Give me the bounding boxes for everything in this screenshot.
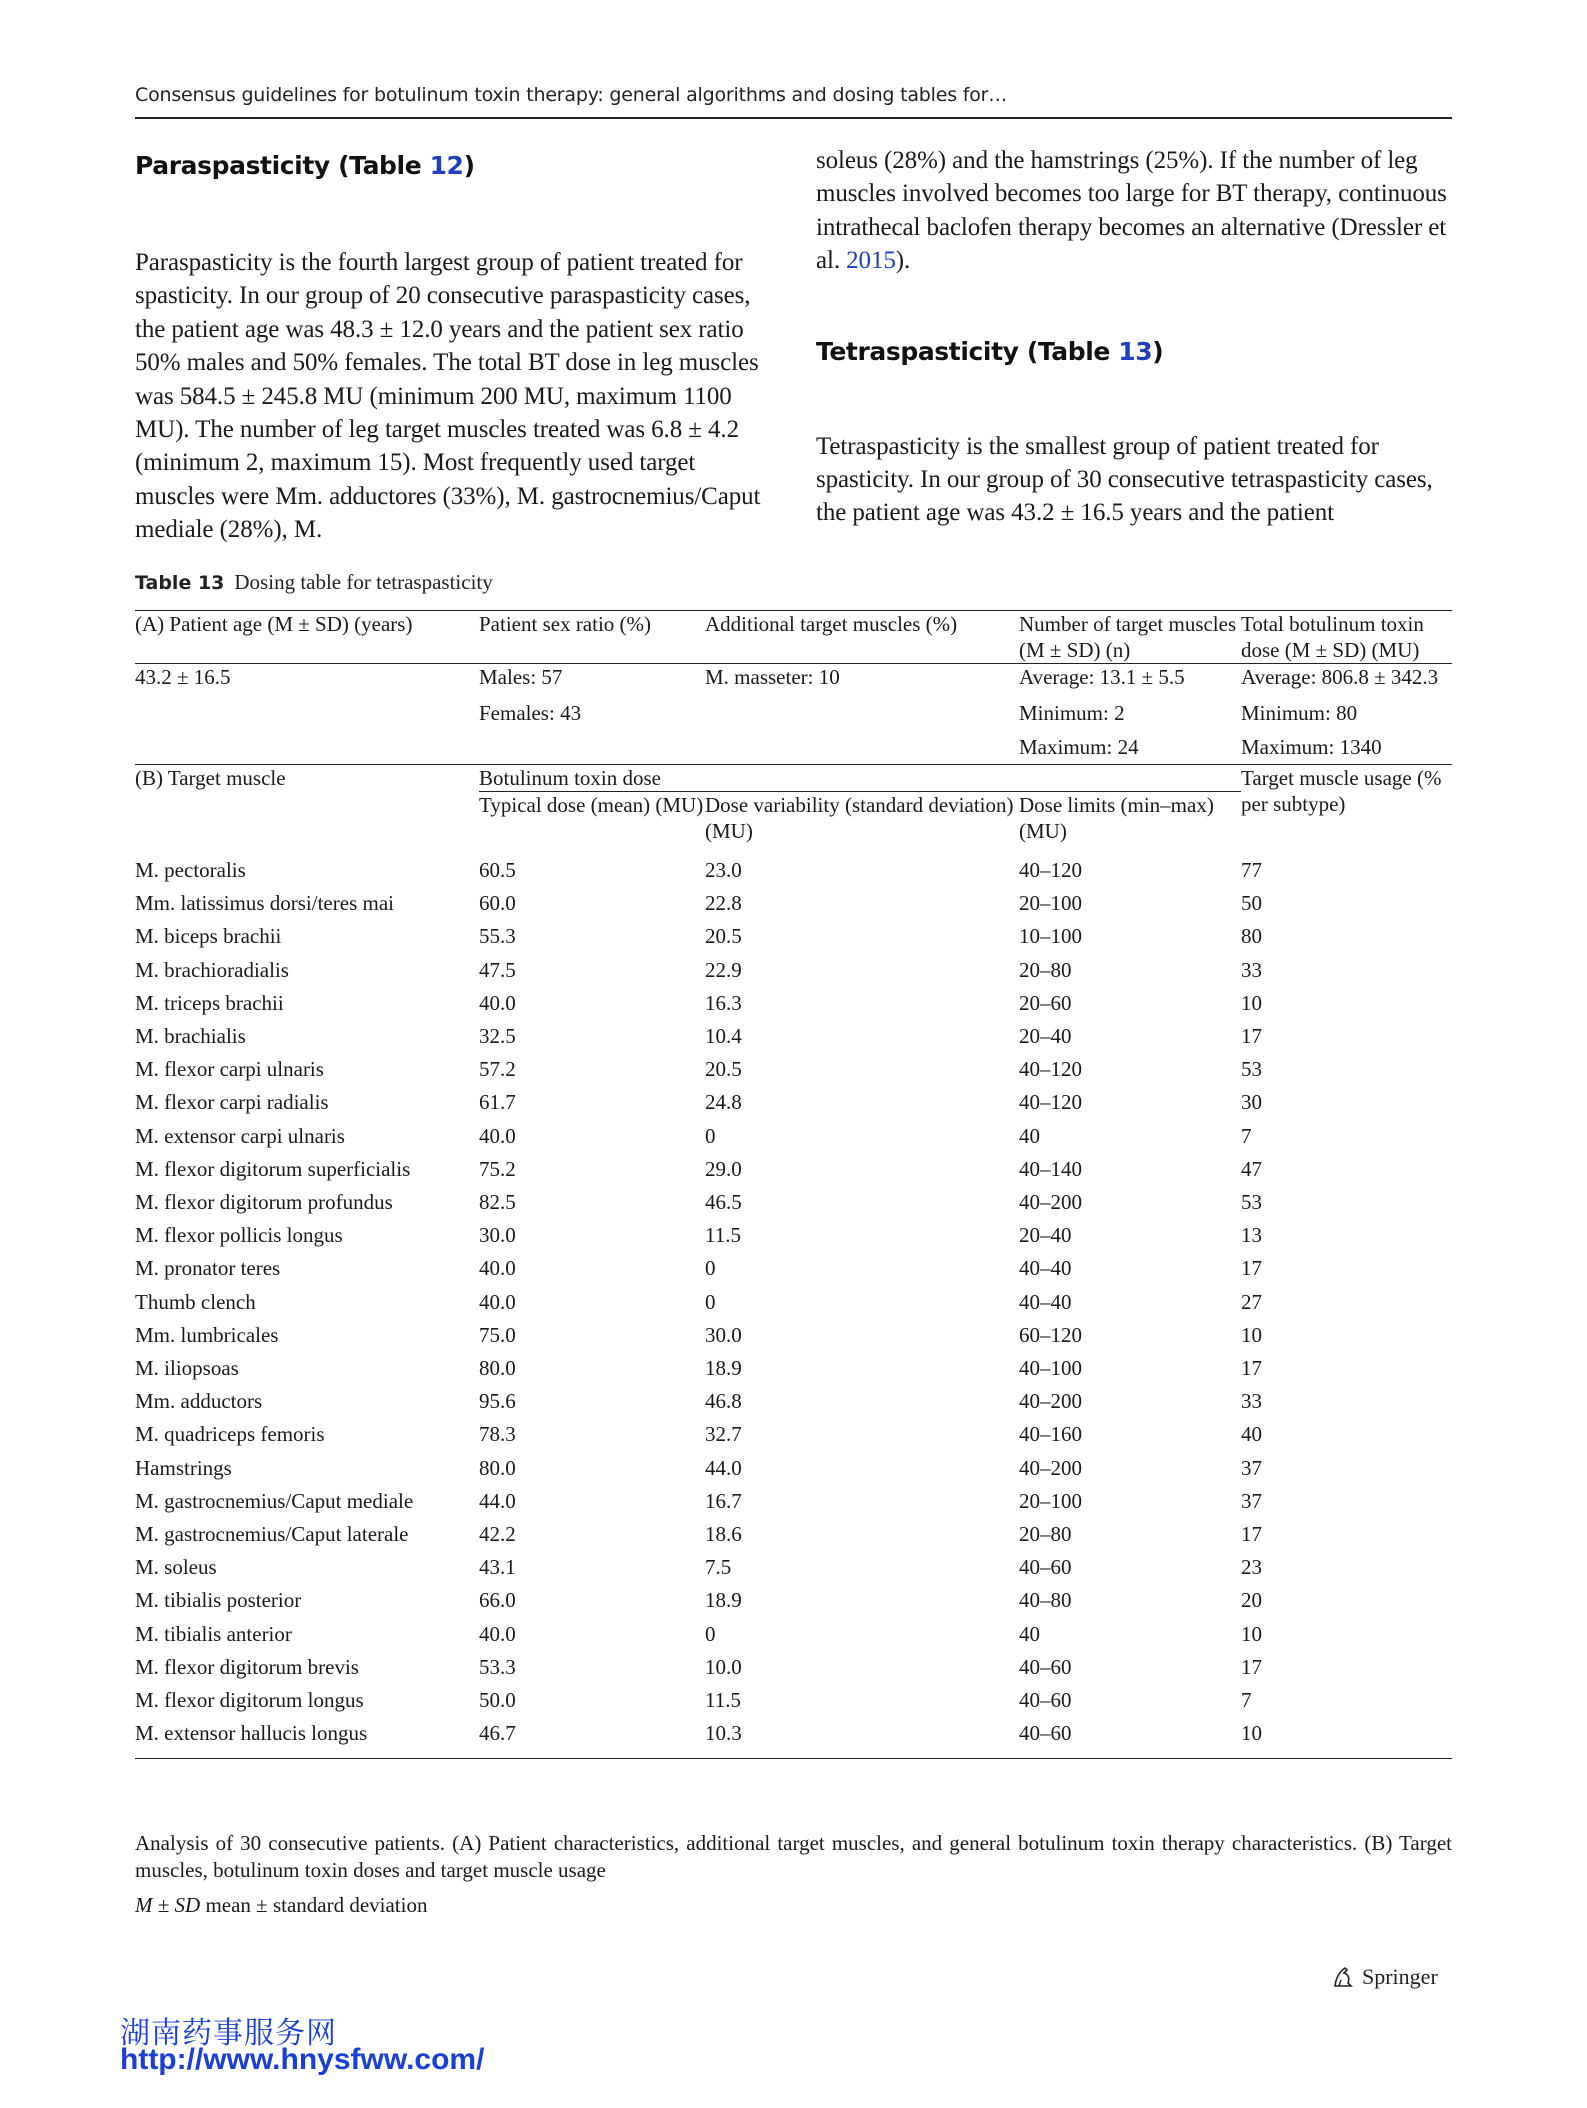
table-caption-text: Dosing table for tetraspasticity [234, 570, 493, 594]
dose-variability: 23.0 [705, 858, 742, 882]
typical-dose: 44.0 [479, 1488, 516, 1513]
section-b-header-row [135, 765, 1452, 792]
dose-limits: 20–80 [1019, 957, 1072, 982]
muscle-name: Mm. adductors [135, 1389, 263, 1414]
muscle-usage: 17 [1241, 1024, 1262, 1049]
typical-dose: 42.2 [479, 1522, 516, 1547]
table-row [135, 1551, 1452, 1584]
running-head: Consensus guidelines for botulinum toxin therapy: general algorithms and dosing tables for… [135, 84, 1008, 106]
left-column [135, 144, 771, 547]
dose-limits: 20–100 [1019, 1488, 1082, 1513]
dose-variability: 10.0 [705, 1654, 742, 1679]
typical-dose: 82.5 [479, 1190, 516, 1215]
dose-limits: 40–120 [1019, 858, 1082, 882]
table-row [135, 1717, 1452, 1759]
table-row [135, 1385, 1452, 1418]
muscle-name: M. flexor pollicis longus [135, 1223, 343, 1248]
table-row [135, 1252, 1452, 1285]
dose-variability: 16.3 [705, 990, 742, 1015]
value-number-average: Average: 13.1 ± 5.5 [1019, 665, 1185, 689]
muscle-usage: 7 [1241, 1123, 1252, 1148]
dose-limits: 10–100 [1019, 924, 1082, 949]
dose-variability: 29.0 [705, 1156, 742, 1181]
dose-limits: 40–140 [1019, 1156, 1082, 1181]
dose-limits: 40–120 [1019, 1057, 1082, 1082]
table-caption [135, 570, 493, 595]
table-footnote: Analysis of 30 consecutive patients. (A) Patient characteristics, additional target muscles, and general botulinum toxin therapy characteristics. (B) Target muscles, botulinum toxin doses and target muscle usage [135, 1831, 1452, 1882]
muscle-usage: 77 [1241, 858, 1262, 882]
header-number-targets: Number of target muscles (M ± SD) (n) [1019, 611, 1241, 664]
typical-dose: 75.0 [479, 1322, 516, 1347]
dose-limits: 40–120 [1019, 1090, 1082, 1115]
dose-limits: 20–100 [1019, 891, 1082, 916]
dose-limits: 40–60 [1019, 1555, 1072, 1580]
muscle-name: M. gastrocnemius/Caput mediale [135, 1488, 414, 1513]
muscle-usage: 53 [1241, 1057, 1262, 1082]
muscle-usage: 17 [1241, 1654, 1262, 1679]
typical-dose: 55.3 [479, 924, 516, 949]
dose-limits: 20–40 [1019, 1024, 1072, 1049]
table-row [135, 954, 1452, 987]
value-males: Males: 57 [479, 665, 563, 689]
table-row [135, 1219, 1452, 1252]
dose-limits: 40 [1019, 1621, 1040, 1646]
muscle-name: M. iliopsoas [135, 1356, 239, 1381]
table-row [135, 1086, 1452, 1119]
table-row [135, 1053, 1452, 1086]
dose-variability: 0 [705, 1621, 716, 1646]
dose-variability: 18.9 [705, 1588, 742, 1613]
dose-variability: 0 [705, 1256, 716, 1281]
dose-variability: 30.0 [705, 1322, 742, 1347]
typical-dose: 46.7 [479, 1717, 705, 1759]
typical-dose: 80.0 [479, 1455, 516, 1480]
value-number-minimum: Minimum: 2 [1019, 701, 1125, 725]
dose-variability: 22.8 [705, 891, 742, 916]
muscle-name: M. flexor digitorum brevis [135, 1654, 359, 1679]
dose-variability: 11.5 [705, 1688, 741, 1713]
muscle-name: M. extensor carpi ulnaris [135, 1123, 345, 1148]
muscle-name: M. pronator teres [135, 1256, 281, 1281]
muscle-usage: 33 [1241, 957, 1262, 982]
muscle-name: Mm. latissimus dorsi/teres mai [135, 891, 394, 916]
header-typical-dose: Typical dose (mean) (MU) [479, 792, 705, 845]
muscle-usage: 53 [1241, 1190, 1262, 1215]
tetraspasticity-paragraph: Tetraspasticity is the smallest group of patient treated for spasticity. In our group of 30 consecutive tetraspasticity cases, the patient age was 43.2 ± 16.5 years and the patient [816, 432, 1433, 527]
muscle-usage: 10 [1241, 1322, 1262, 1347]
intrathecal-paragraph: soleus (28%) and the hamstrings (25%). If the number of leg muscles involved becomes too large for BT therapy, continuous intrathecal baclofen therapy becomes an alternative (Dressler et al. 2015). [816, 147, 1447, 275]
dose-limits: 40–60 [1019, 1717, 1241, 1759]
muscle-usage: 30 [1241, 1090, 1262, 1115]
dose-limits: 40–80 [1019, 1588, 1072, 1613]
dose-variability: 18.9 [705, 1356, 742, 1381]
header-botulinum-dose-group: Botulinum toxin dose [479, 765, 1241, 792]
dose-limits: 40–40 [1019, 1289, 1072, 1314]
value-females: Females: 43 [479, 701, 582, 725]
dosing-table [135, 610, 1452, 1759]
section-a-header-row [135, 611, 1452, 664]
typical-dose: 60.5 [479, 858, 516, 882]
dose-limits: 20–40 [1019, 1223, 1072, 1248]
typical-dose: 61.7 [479, 1090, 516, 1115]
table-row [135, 1352, 1452, 1385]
muscle-name: M. pectoralis [135, 858, 246, 882]
muscle-name: Thumb clench [135, 1289, 256, 1314]
watermark-url[interactable]: http://www.hnysfww.com/ [120, 2043, 485, 2076]
dose-variability: 46.8 [705, 1389, 742, 1414]
muscle-usage: 10 [1241, 990, 1262, 1015]
springer-wordmark: Springer [1362, 1964, 1438, 1989]
header-dose-limits: Dose limits (min–max) (MU) [1019, 792, 1241, 845]
dose-limits: 40–160 [1019, 1422, 1082, 1447]
table-row [135, 1452, 1452, 1485]
muscle-name: M. tibialis posterior [135, 1588, 302, 1613]
table-13-link[interactable]: 13 [1118, 336, 1153, 366]
dose-variability: 20.5 [705, 924, 742, 949]
dose-limits: 40–60 [1019, 1688, 1072, 1713]
muscle-name: M. flexor digitorum profundus [135, 1190, 393, 1215]
header-target-muscle: (B) Target muscle [135, 765, 479, 845]
dose-limits: 40–60 [1019, 1654, 1072, 1679]
table-row [135, 987, 1452, 1020]
dose-limits: 40 [1019, 1123, 1040, 1148]
muscle-usage: 50 [1241, 891, 1262, 916]
typical-dose: 57.2 [479, 1057, 516, 1082]
table-row [135, 1153, 1452, 1186]
typical-dose: 47.5 [479, 957, 516, 982]
muscle-usage: 37 [1241, 1455, 1262, 1480]
dose-variability: 16.7 [705, 1488, 742, 1513]
value-number-maximum: Maximum: 24 [1019, 734, 1139, 759]
typical-dose: 40.0 [479, 1289, 516, 1314]
header-sex-ratio: Patient sex ratio (%) [479, 611, 705, 664]
table-row [135, 1518, 1452, 1551]
muscle-name: M. quadriceps femoris [135, 1422, 325, 1447]
typical-dose: 75.2 [479, 1156, 516, 1181]
dose-variability: 22.9 [705, 957, 742, 982]
section-a-values-row [135, 664, 1452, 765]
dose-limits: 40–200 [1019, 1389, 1082, 1414]
muscle-usage: 10 [1241, 1621, 1262, 1646]
typical-dose: 40.0 [479, 1123, 516, 1148]
typical-dose: 43.1 [479, 1555, 516, 1580]
value-total-average: Average: 806.8 ± 342.3 [1241, 665, 1439, 689]
dose-variability: 10.4 [705, 1024, 742, 1049]
dose-limits: 40–200 [1019, 1190, 1082, 1215]
dose-variability: 0 [705, 1123, 716, 1148]
value-total-maximum: Maximum: 1340 [1241, 734, 1382, 759]
muscle-usage: 80 [1241, 924, 1262, 949]
muscle-usage: 33 [1241, 1389, 1262, 1414]
header-muscle-usage: Target muscle usage (% per subtype) [1241, 765, 1452, 845]
springer-logo [1330, 1964, 1438, 1990]
typical-dose: 40.0 [479, 1256, 516, 1281]
table-row [135, 887, 1452, 920]
typical-dose: 60.0 [479, 891, 516, 916]
muscle-name: M. triceps brachii [135, 990, 284, 1015]
header-additional-muscles: Additional target muscles (%) [705, 611, 1019, 664]
dose-variability: 0 [705, 1289, 716, 1314]
watermark-site-name: 湖南药事服务网 [120, 2016, 337, 2051]
typical-dose: 30.0 [479, 1223, 516, 1248]
muscle-rows [135, 844, 1452, 1759]
muscle-name: M. biceps brachii [135, 924, 282, 949]
dose-variability: 20.5 [705, 1057, 742, 1082]
header-patient-age: (A) Patient age (M ± SD) (years) [135, 611, 479, 664]
muscle-name: M. extensor hallucis longus [135, 1717, 479, 1759]
typical-dose: 50.0 [479, 1688, 516, 1713]
table-row [135, 1651, 1452, 1684]
table-row [135, 1584, 1452, 1617]
tetraspasticity-heading: Tetraspasticity (Table 13) [816, 336, 1164, 366]
muscle-name: Hamstrings [135, 1455, 232, 1480]
table-row [135, 1618, 1452, 1651]
table-row [135, 1319, 1452, 1352]
table-row [135, 1286, 1452, 1319]
muscle-name: M. brachialis [135, 1024, 246, 1049]
dose-variability: 46.5 [705, 1190, 742, 1215]
muscle-name: M. flexor digitorum superficialis [135, 1156, 411, 1181]
table-row [135, 1020, 1452, 1053]
dose-limits: 60–120 [1019, 1322, 1082, 1347]
typical-dose: 95.6 [479, 1389, 516, 1414]
right-column [816, 144, 1452, 530]
value-patient-age: 43.2 ± 16.5 [135, 664, 479, 765]
paraspasticity-paragraph: Paraspasticity is the fourth largest group of patient treated for spasticity. In our group of 20 consecutive paraspasticity cases, the patient age was 48.3 ± 12.0 years and the patient sex ratio 50% males and 50% females. The total BT dose in leg muscles was 584.5 ± 245.8 MU (minimum 200 MU, maximum 1100 MU). The number of leg target muscles treated was 6.8 ± 4.2 (minimum 2, maximum 15). Most frequently used target muscles were Mm. adductores (33%), M. gastrocnemius/Caput mediale (28%), M. [135, 249, 761, 544]
muscle-usage: 13 [1241, 1223, 1262, 1248]
table-row [135, 920, 1452, 953]
header-dose-variability: Dose variability (standard deviation) (MU) [705, 792, 1019, 845]
dose-variability: 44.0 [705, 1455, 742, 1480]
dose-limits: 40–200 [1019, 1455, 1082, 1480]
muscle-name: M. flexor carpi radialis [135, 1090, 329, 1115]
muscle-usage: 10 [1241, 1717, 1452, 1759]
typical-dose: 32.5 [479, 1024, 516, 1049]
dose-variability: 24.8 [705, 1090, 742, 1115]
dose-variability: 18.6 [705, 1522, 742, 1547]
muscle-usage: 17 [1241, 1356, 1262, 1381]
typical-dose: 80.0 [479, 1356, 516, 1381]
muscle-usage: 23 [1241, 1555, 1262, 1580]
typical-dose: 66.0 [479, 1588, 516, 1613]
muscle-name: M. flexor carpi ulnaris [135, 1057, 324, 1082]
typical-dose: 53.3 [479, 1654, 516, 1679]
table-12-link[interactable]: 12 [429, 151, 464, 180]
muscle-usage: 27 [1241, 1289, 1262, 1314]
muscle-name: Mm. lumbricales [135, 1322, 279, 1347]
muscle-usage: 40 [1241, 1422, 1262, 1447]
header-total-dose: Total botulinum toxin dose (M ± SD) (MU) [1241, 611, 1452, 664]
table-row [135, 1684, 1452, 1717]
muscle-name: M. flexor digitorum longus [135, 1688, 364, 1713]
springer-horse-icon [1330, 1964, 1356, 1990]
dose-limits: 40–40 [1019, 1256, 1072, 1281]
table-row [135, 844, 1452, 887]
header-rule [135, 117, 1452, 119]
table-caption-label: Table 13 [135, 572, 225, 594]
dose-variability: 32.7 [705, 1422, 742, 1447]
muscle-name: M. brachioradialis [135, 957, 289, 982]
value-total-minimum: Minimum: 80 [1241, 701, 1358, 725]
table-row [135, 1418, 1452, 1451]
muscle-usage: 7 [1241, 1688, 1252, 1713]
paraspasticity-heading: Paraspasticity (Table 12) [135, 151, 475, 180]
muscle-name: M. gastrocnemius/Caput laterale [135, 1522, 409, 1547]
table-row [135, 1120, 1452, 1153]
dose-limits: 20–60 [1019, 990, 1072, 1015]
dressler-2015-link[interactable]: 2015 [846, 247, 896, 275]
typical-dose: 78.3 [479, 1422, 516, 1447]
dose-limits: 20–80 [1019, 1522, 1072, 1547]
dose-variability: 10.3 [705, 1717, 1019, 1759]
typical-dose: 40.0 [479, 1621, 516, 1646]
muscle-usage: 17 [1241, 1522, 1262, 1547]
dose-limits: 40–100 [1019, 1356, 1082, 1381]
typical-dose: 40.0 [479, 990, 516, 1015]
muscle-usage: 20 [1241, 1588, 1262, 1613]
dose-variability: 7.5 [705, 1555, 732, 1580]
muscle-usage: 37 [1241, 1488, 1262, 1513]
muscle-usage: 47 [1241, 1156, 1262, 1181]
table-row [135, 1186, 1452, 1219]
dose-variability: 11.5 [705, 1223, 741, 1248]
table-row [135, 1485, 1452, 1518]
muscle-name: M. tibialis anterior [135, 1621, 292, 1646]
table-abbreviation-note: M ± SD mean ± standard deviation [135, 1893, 428, 1917]
value-additional: M. masseter: 10 [705, 664, 1019, 765]
muscle-name: M. soleus [135, 1555, 217, 1580]
muscle-usage: 17 [1241, 1256, 1262, 1281]
